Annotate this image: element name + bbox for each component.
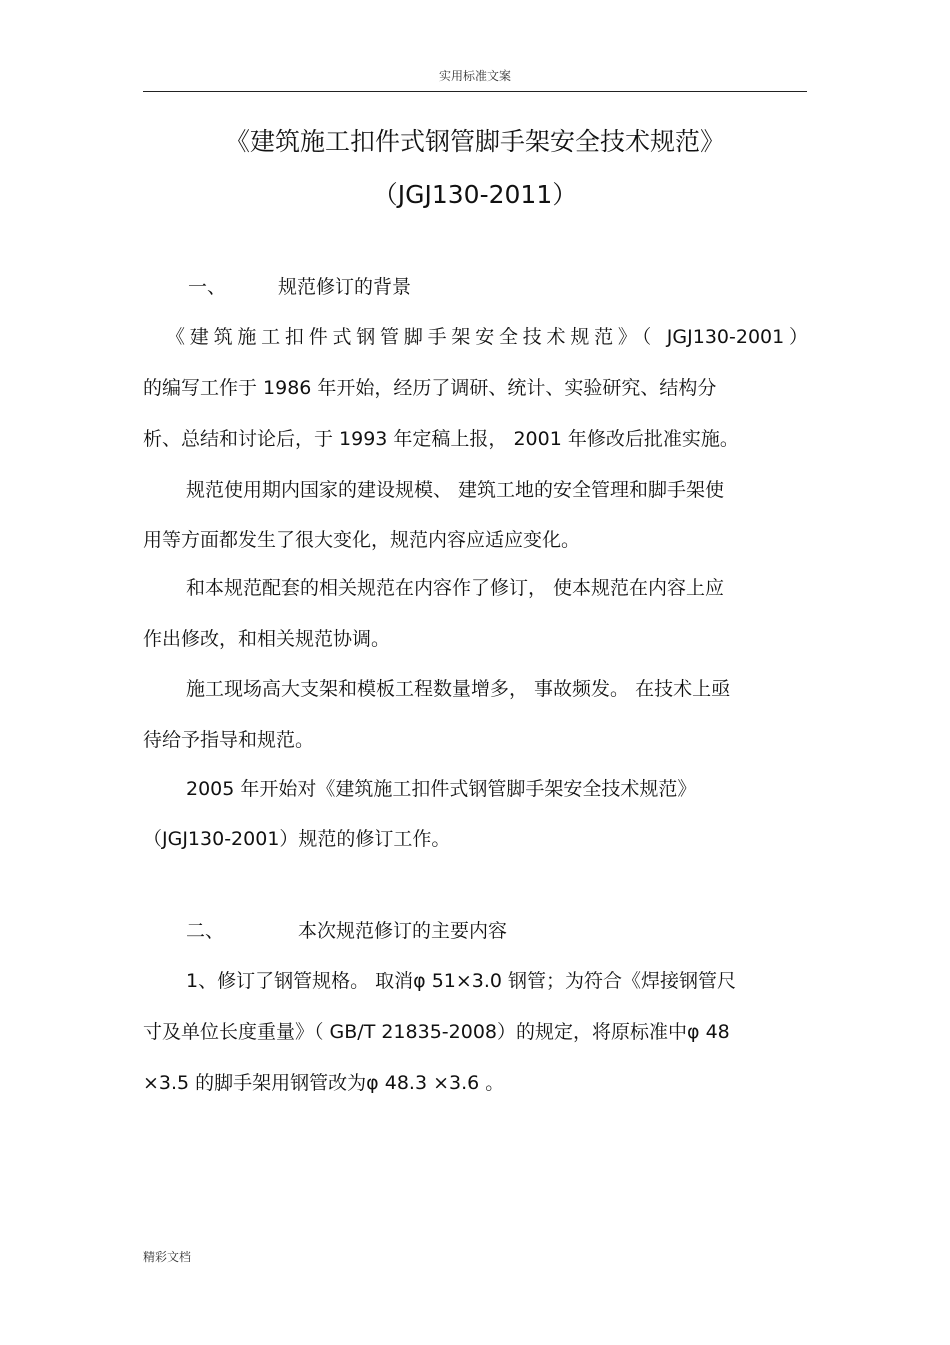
paragraph-line: 用等方面都发生了很大变化，规范内容应适应变化。	[143, 529, 581, 551]
document-title: 《建筑施工扣件式钢管脚手架安全技术规范》	[224, 127, 725, 156]
section1-number: 一、	[188, 276, 227, 298]
section2-number: 二、	[186, 920, 225, 942]
header-divider	[143, 91, 807, 92]
paragraph-line: 析、总结和讨论后，于 1993 年定稿上报， 2001 年修改后批准实施。	[143, 428, 739, 450]
section2-heading: 本次规范修订的主要内容	[298, 920, 508, 942]
section1-heading: 规范修订的背景	[278, 276, 412, 298]
paragraph-line: 2005 年开始对《建筑施工扣件式钢管脚手架安全技术规范》	[186, 778, 697, 800]
paragraph-line: 规范使用期内国家的建设规模、 建筑工地的安全管理和脚手架使	[186, 479, 725, 501]
paragraph-line: ×3.5 的脚手架用钢管改为φ 48.3 ×3.6 。	[143, 1072, 505, 1094]
paragraph-line: 《建筑施工扣件式钢管脚手架安全技术规范》（ JGJ130-2001）	[166, 326, 808, 348]
paragraph-line: 的编写工作于 1986 年开始，经历了调研、统计、实验研究、结构分	[143, 377, 717, 399]
document-code: （JGJ130-2011）	[372, 180, 578, 209]
paragraph-line: 寸及单位长度重量》（ GB/T 21835-2008）的规定，将原标准中φ 48	[143, 1021, 730, 1043]
page-header: 实用标准文案	[438, 69, 511, 83]
paragraph-line: 和本规范配套的相关规范在内容作了修订， 使本规范在内容上应	[186, 577, 725, 599]
paragraph-line: （JGJ130-2001）规范的修订工作。	[143, 828, 451, 850]
paragraph-line: 1、修订了钢管规格。 取消φ 51×3.0 钢管；为符合《焊接钢管尺	[186, 970, 737, 992]
paragraph-line: 施工现场高大支架和模板工程数量增多， 事故频发。 在技术上亟	[186, 678, 731, 700]
page-footer: 精彩文档	[143, 1250, 192, 1264]
paragraph-line: 作出修改，和相关规范协调。	[143, 628, 391, 650]
paragraph-line: 待给予指导和规范。	[143, 729, 315, 751]
